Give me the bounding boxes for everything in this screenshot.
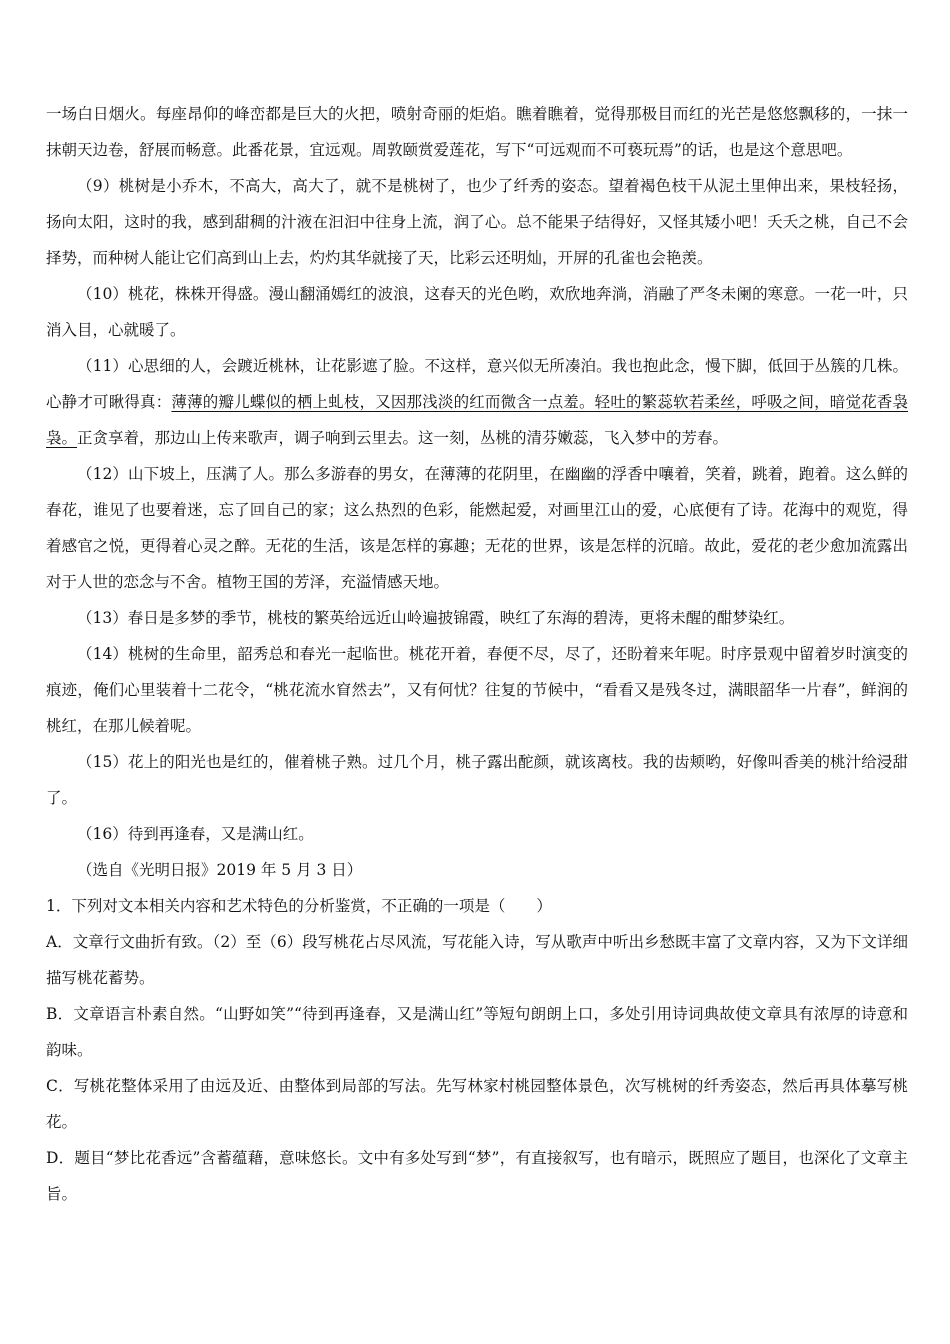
document-page [46, 96, 908, 1212]
option-b: B．文章语言朴素自然。“山野如笑”“待到再逢春，又是满山红”等短句朗朗上口，多处引用诗词典故使文章具有浓厚的诗意和韵味。 [46, 1005, 908, 1059]
paragraph-9: （9）桃树是小乔木，不高大，高大了，就不是桃树了，也少了纤秀的姿态。望着褐色枝干从泥土里伸出来，果枝轻扬，扬向太阳，这时的我，感到甜稠的汁液在汩汩中往身上流，润了心。总不能果子结得好，又怪其矮小吧！夭夭之桃，自己不会择势，而种树人能让它们高到山上去，灼灼其华就接了天，比彩云还明灿，开屏的孔雀也会艳羡。 [46, 177, 908, 267]
paragraph-11-tail: 正贪享着，那边山上传来歌声，调子响到云里去。这一刻，丛桃的清芬嫩蕊，飞入梦中的芳春。 [77, 429, 729, 447]
option-a: A．文章行文曲折有致。（2）至（6）段写桃花占尽风流，写花能入诗，写从歌声中听出乡愁既丰富了文章内容，又为下文详细描写桃花蓄势。 [46, 933, 908, 987]
underlined-sentence: 薄薄的瓣儿蝶似的栖上虬枝，又因那浅淡的红而微含一点羞。轻吐的繁蕊软若柔丝，呼吸之间，暗觉花香袅袅。 [46, 393, 908, 447]
paragraph-16: （16）待到再逢春，又是满山红。 [77, 825, 314, 843]
paragraph-11-lead: （11）心思细的人，会踱近桃林，让花影遮了脸。不这样，意兴似无所凑泊。我也抱此念，慢下脚，低回于丛簇的几株。心静才可瞅得真： [46, 357, 908, 411]
question-stem: 1．下列对文本相关内容和艺术特色的分析鉴赏，不正确的一项是（ ） [46, 897, 552, 915]
paragraph-13: （13）春日是多梦的季节，桃枝的繁英给远近山岭遍披锦霞，映红了东海的碧涛，更将未醒的酣梦染红。 [77, 609, 795, 627]
paragraph-11 [46, 348, 908, 456]
paragraph-14: （14）桃树的生命里，韶秀总和春光一起临世。桃花开着，春便不尽，尽了，还盼着来年呢。时序景观中留着岁时演变的痕迹，俺们心里装着十二花令，“桃花流水窅然去”，又有何忧？往复的节候中，“看看又是残冬过，满眼韶华一片春”，鲜润的桃红，在那儿候着呢。 [46, 645, 908, 735]
article-source: （选自《光明日报》2019 年 5 月 3 日） [77, 861, 363, 879]
paragraph-10: （10）桃花，株株开得盛。漫山翻涌嫣红的波浪，这春天的光色哟，欢欣地奔淌，消融了严冬未阑的寒意。一花一叶，只消入目，心就暖了。 [46, 285, 908, 339]
option-d: D．题目“梦比花香远”含蓄蕴藉，意味悠长。文中有多处写到“梦”，有直接叙写，也有暗示，既照应了题目，也深化了文章主旨。 [46, 1149, 908, 1203]
option-c: C．写桃花整体采用了由远及近、由整体到局部的写法。先写林家村桃园整体景色，次写桃树的纤秀姿态，然后再具体摹写桃花。 [46, 1077, 908, 1131]
paragraph-12: （12）山下坡上，压满了人。那么多游春的男女，在薄薄的花阴里，在幽幽的浮香中嚷着，笑着，跳着，跑着。这么鲜的春花，谁见了也要着迷，忘了回自己的家；这么热烈的色彩，能燃起爱，对画里江山的爱，心底便有了诗。花海中的观览，得着感官之悦，更得着心灵之醉。无花的生活，该是怎样的寡趣；无花的世界，该是怎样的沉暗。故此，爱花的老少愈加流露出对于人世的恋念与不舍。植物王国的芳泽，充溢情感天地。 [46, 465, 908, 591]
paragraph-15: （15）花上的阳光也是红的，催着桃子熟。过几个月，桃子露出酡颜，就该离枝。我的齿颊哟，好像叫香美的桃汁给浸甜了。 [46, 753, 908, 807]
paragraph-8-continued: 一场白日烟火。每座昂仰的峰峦都是巨大的火把，喷射奇丽的炬焰。瞧着瞧着，觉得那极目而红的光芒是悠悠飘移的，一抹一抹朝天边卷，舒展而畅意。此番花景，宜远观。周敦颐赏爱莲花，写下“可远观而不可亵玩焉”的话，也是这个意思吧。 [46, 105, 908, 159]
